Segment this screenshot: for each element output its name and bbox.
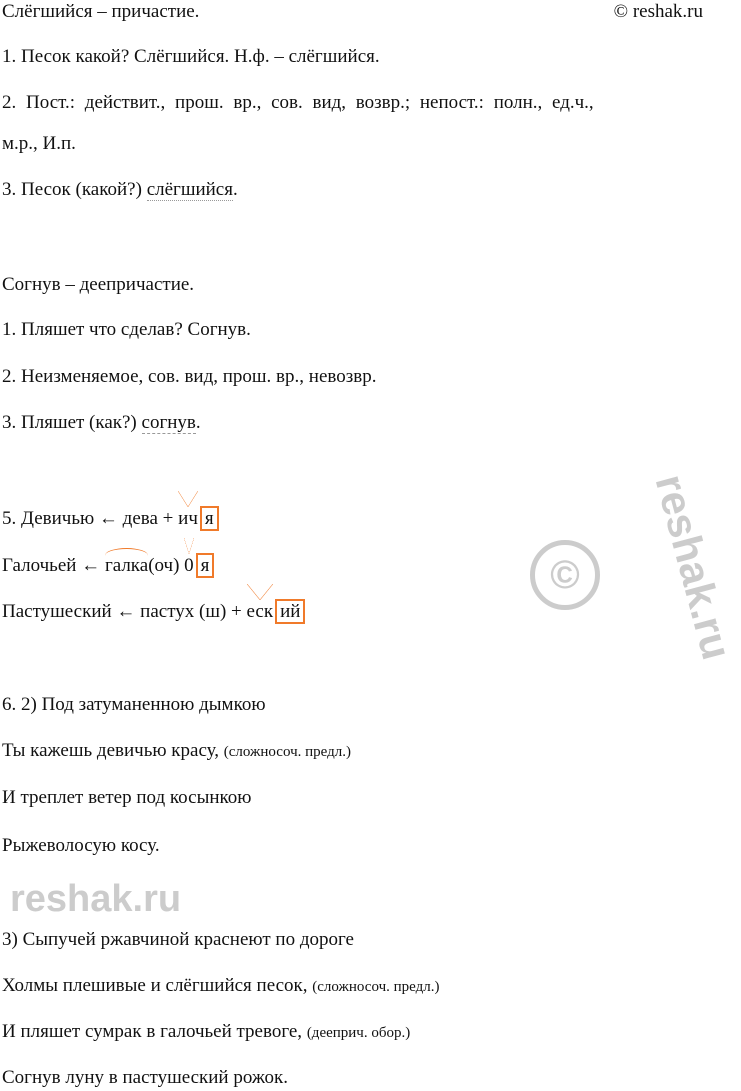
underlined-word: слёгшийся	[146, 179, 233, 200]
suffix: еск	[246, 601, 274, 622]
morpheme-line	[2, 600, 305, 624]
note: (сложносоч. предл.)	[312, 979, 440, 995]
heading: Согнув – деепричастие.	[2, 274, 195, 295]
ending: я	[200, 506, 219, 531]
text: Ты кажешь девичью красу,	[2, 740, 224, 761]
text-line	[2, 1020, 410, 1045]
text: (оч)	[148, 555, 185, 576]
root: галка	[104, 555, 149, 576]
text: Холмы плешивые и слёгшийся песок,	[2, 975, 313, 996]
text: 3. Пляшет (как?)	[2, 412, 142, 433]
text-line: 3) Сыпучей ржавчиной краснеют по дороге	[2, 929, 354, 950]
ending: ий	[275, 599, 305, 624]
source-label: © reshak.ru	[613, 1, 703, 22]
text: 3. Песок (какой?)	[2, 179, 147, 200]
text-line: 1. Песок какой? Слёгшийся. Н.ф. – слёгшийся.	[2, 46, 380, 67]
text-line: 6. 2) Под затуманенною дымкою	[2, 694, 266, 715]
text-line	[2, 739, 351, 764]
watermark: reshak.ru	[646, 469, 741, 665]
text: Пастушеский ← пастух (ш) +	[2, 601, 247, 622]
ending: я	[196, 553, 215, 578]
text-line: Согнув луну в пастушеский рожок.	[2, 1067, 289, 1088]
text-line	[2, 178, 238, 202]
note: (дееприч. обор.)	[306, 1025, 411, 1041]
text-line: И треплет ветер под косынкою	[2, 787, 252, 808]
text-line	[2, 974, 439, 999]
heading: Слёгшийся – причастие.	[2, 1, 200, 22]
underlined-word: согнув	[141, 412, 196, 433]
text: И пляшет сумрак в галочьей тревоге,	[2, 1021, 307, 1042]
suffix: ич	[178, 508, 198, 529]
suffix: 0	[184, 555, 194, 576]
note: (сложносоч. предл.)	[223, 744, 351, 760]
morpheme-line	[2, 554, 214, 578]
text-line: Рыжеволосую косу.	[2, 835, 160, 856]
morpheme-line	[2, 507, 219, 531]
text-line: 1. Пляшет что сделав? Согнув.	[2, 319, 251, 340]
text-line	[2, 411, 201, 435]
text: Галочьей ←	[2, 555, 105, 576]
text-line: 2. Пост.: действит., прош. вр., сов. вид, возвр.; непост.: полн., ед.ч.,	[2, 92, 594, 113]
text: 5. Девичью ← дева +	[2, 508, 179, 529]
text-line: м.р., И.п.	[2, 133, 76, 154]
text: .	[232, 179, 238, 200]
text-line: 2. Неизменяемое, сов. вид, прош. вр., невозвр.	[2, 366, 377, 387]
text: .	[195, 412, 201, 433]
watermark: reshak.ru	[10, 878, 182, 920]
copyright-watermark-icon: ©	[530, 540, 600, 610]
